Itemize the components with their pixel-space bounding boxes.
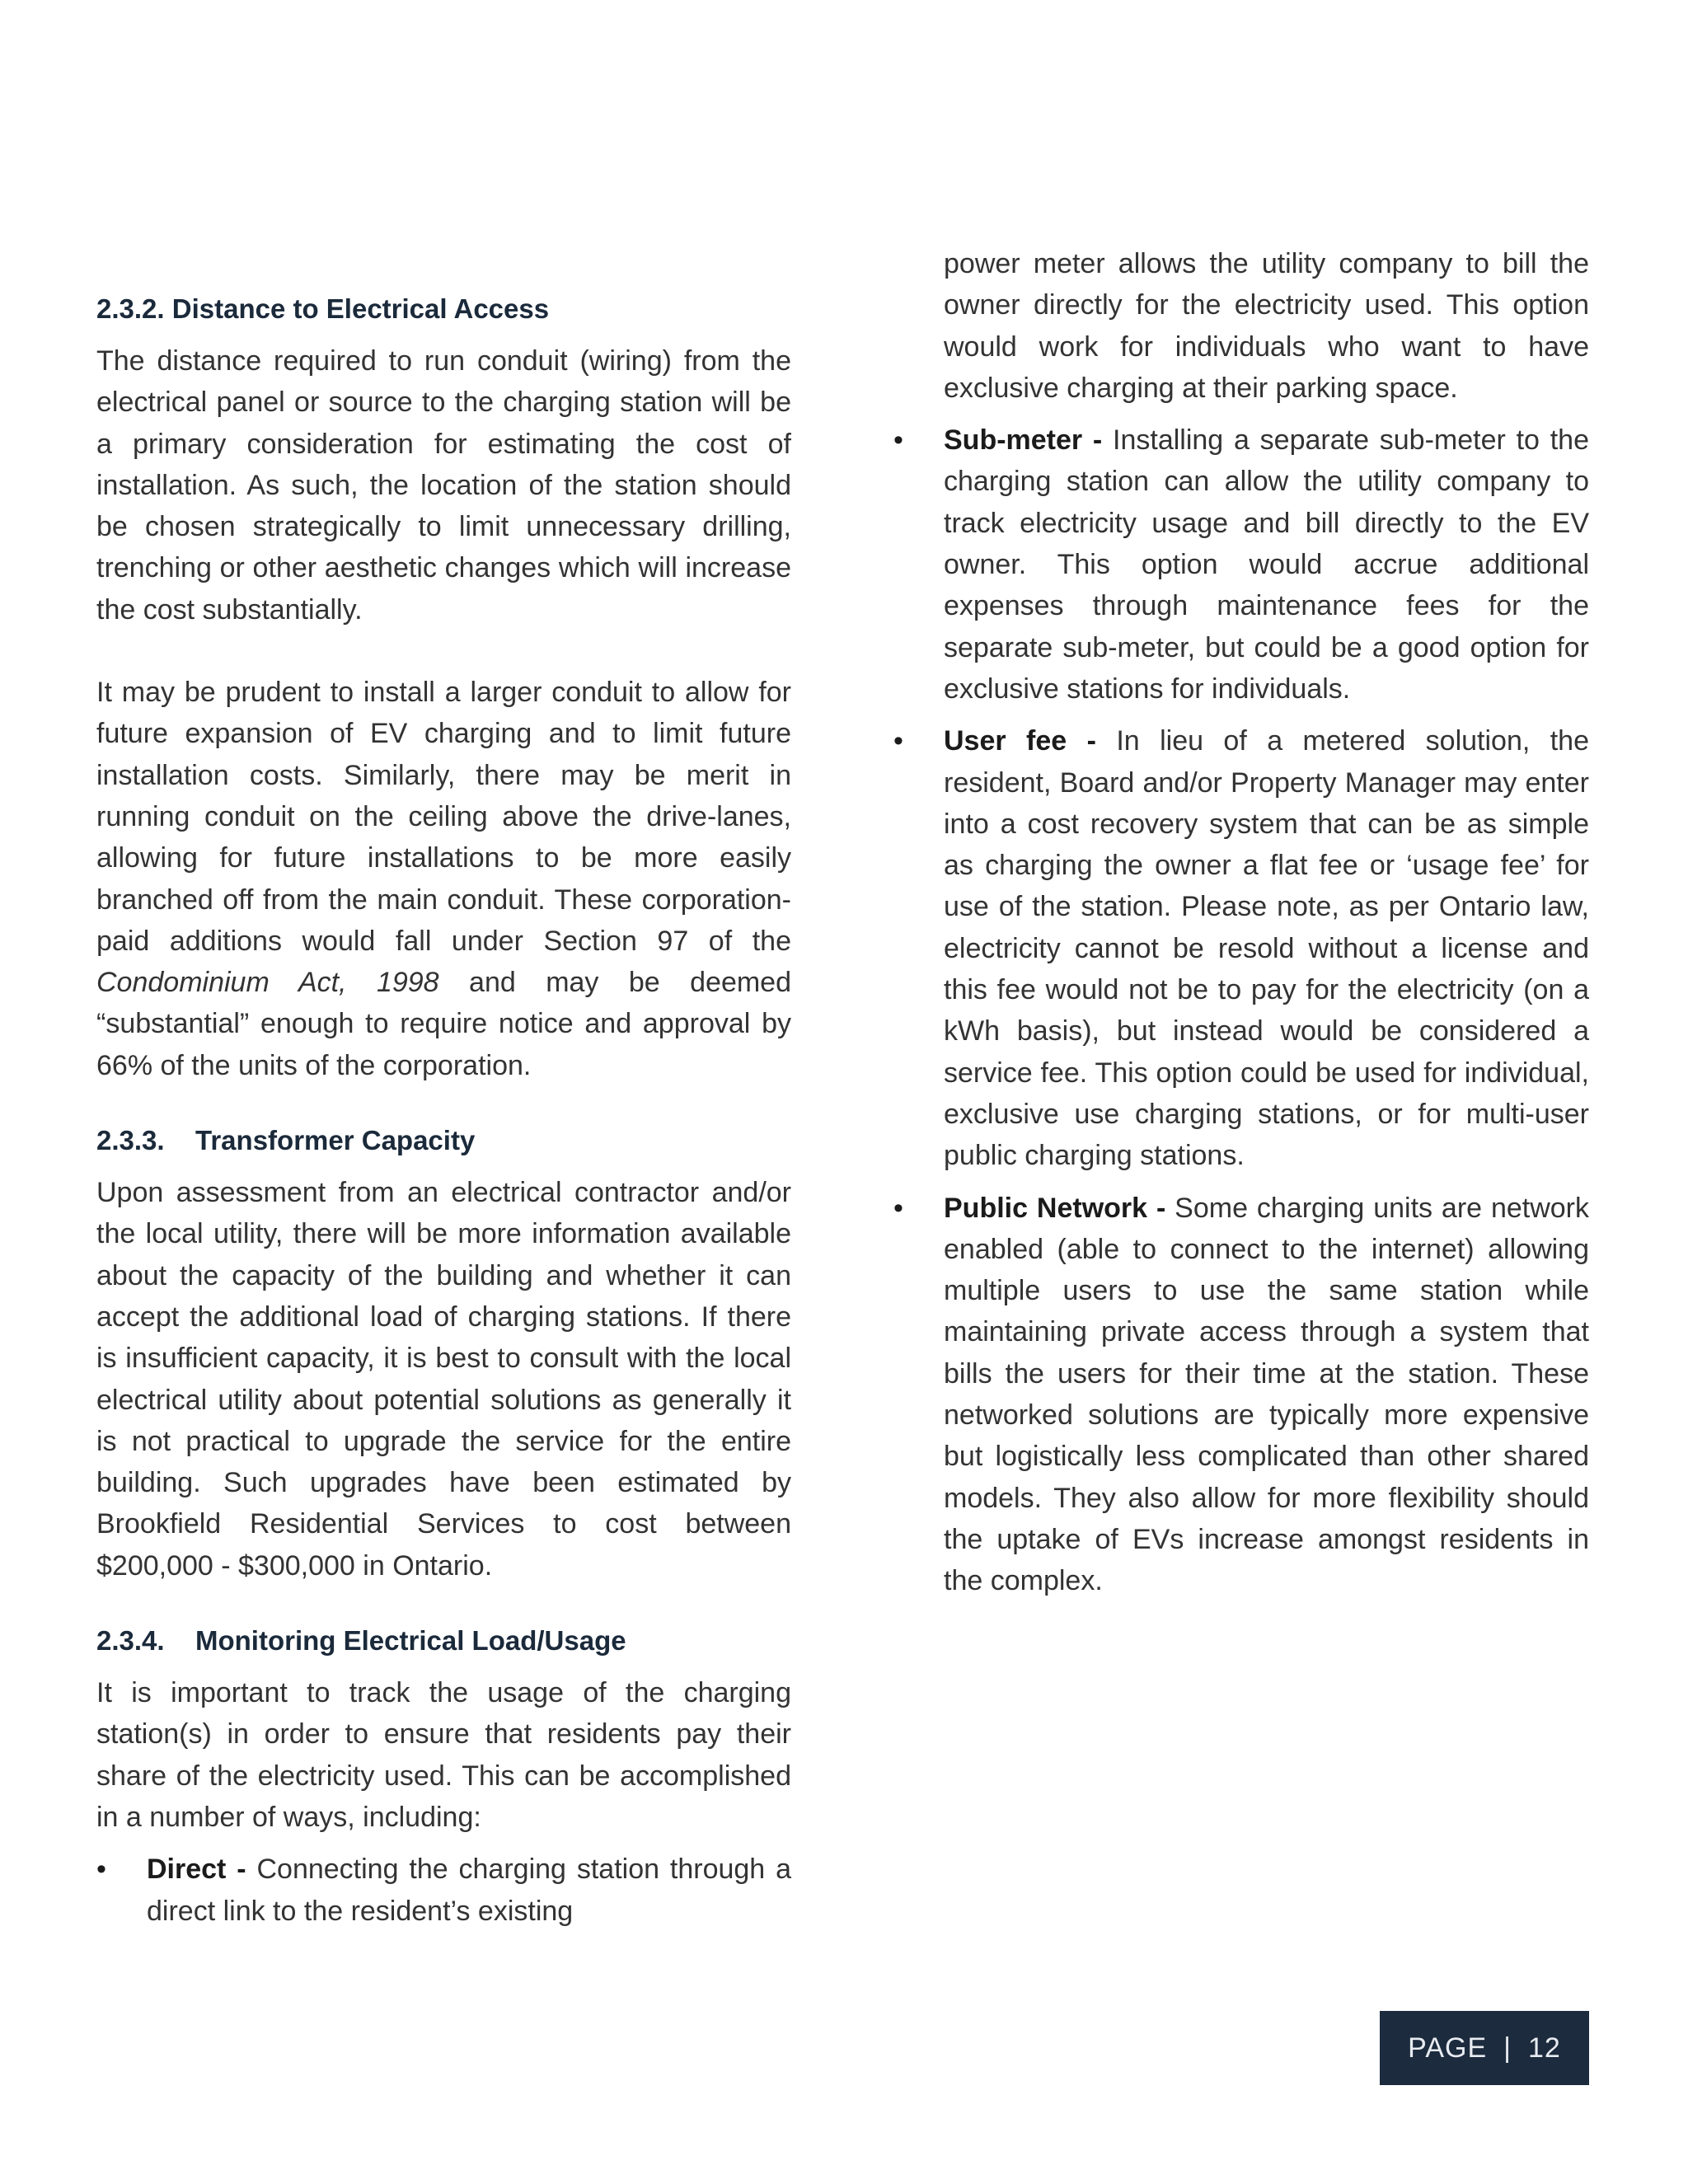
- section-gap: [96, 1586, 791, 1620]
- page-number: 12: [1527, 2032, 1561, 2064]
- bullet-user-fee: [893, 720, 1589, 1176]
- bullet-public-network: [893, 1188, 1589, 1602]
- bullet-sub-meter-term: Sub-meter -: [944, 424, 1103, 457]
- right-column: [893, 243, 1590, 1613]
- heading-2-3-4: [96, 1620, 791, 1661]
- bullet-direct-term: Direct -: [147, 1854, 246, 1886]
- heading-2-3-2-title: Distance to Electrical Access: [171, 293, 550, 324]
- bullet-user-fee-term: User fee -: [944, 725, 1096, 757]
- bullet-user-fee-text: In lieu of a metered solution, the resident, Board and/or Property Manager may enter into a cost recovery system that can be as simple as charging the owner a flat fee or ‘usage fee’ for use of the station. Please note, as per Ontario law, electricity cannot be resold without a license and this fee would not be to pay for the electricity (on a kWh basis), but instead would be considered a service fee. This option could be used for individual, exclusive use charging stations, or for multi-user public charging stations.: [944, 725, 1589, 1172]
- bullet-sub-meter-text: Installing a separate sub-meter to the charging station can allow the utility company to track electricity usage and bill directly to the EV owner. This option would accrue additional expenses through maintenance fees for the separate sub-meter, but could be a good option for exclusive stations for individuals.: [944, 424, 1589, 705]
- heading-2-3-2-number: 2.3.2.: [96, 293, 165, 324]
- paragraph-2-3-2-b-start: It may be prudent to install a larger conduit to allow for future expansion of EV charging and to limit future installation costs. Similarly, there may be merit in running conduit on the ceiling above the drive-lanes, allowing for future installations to be more easily branched off from the main conduit. These corporation-paid additions would fall under Section 97 of the: [96, 677, 791, 957]
- paragraph-2-3-4: It is important to track the usage of the charging station(s) in order to ensure that residents pay their share of the electricity used. This can be accomplished in a number of ways, including:: [96, 1677, 791, 1833]
- paragraph-2-3-2-b: [96, 672, 791, 1086]
- heading-2-3-4-title: Monitoring Electrical Load/Usage: [195, 1625, 626, 1657]
- bullet-direct-text: Connecting the charging station through a direct link to the resident’s existing: [147, 1854, 792, 1927]
- bullet-public-network-text: Some charging units are network enabled (able to connect to the internet) allowing multiple users to use the same station while maintaining private access through a system that bills the users for their time at the station. These networked solutions are typically more expensive but logistically less complicated than other shared models. They also allow for more flexibility should the uptake of EVs increase amongst residents in the complex.: [944, 1192, 1590, 1597]
- bullet-public-network-term: Public Network -: [944, 1192, 1166, 1224]
- bullet-dot: •: [893, 424, 903, 457]
- heading-2-3-4-number: 2.3.4.: [96, 1625, 165, 1657]
- paragraph-2-3-2-a: The distance required to run conduit (wiring) from the electrical panel or source to the charging station will be a primary consideration for estimating the cost of installation. As such, the location of the station should be chosen strategically to limit unnecessary drilling, trenching or other aesthetic changes which will increase the cost substantially.: [96, 345, 791, 626]
- bullet-direct-continued: power meter allows the utility company to bill the owner directly for the electricity used. This option would work for individuals who want to have exclusive charging at their parking space.: [944, 248, 1589, 404]
- paragraph-2-3-2-b-end: and may be deemed “substantial” enough to require notice and approval by 66% of the units of the corporation.: [96, 967, 791, 1081]
- heading-2-3-3: [96, 1120, 791, 1161]
- page-label: PAGE: [1408, 2032, 1488, 2064]
- bullet-dot: •: [893, 1192, 903, 1224]
- heading-2-3-3-number: 2.3.3.: [96, 1125, 165, 1156]
- bullet-dot: •: [96, 1854, 106, 1886]
- bullet-sub-meter: [893, 419, 1589, 710]
- act-citation: Condominium Act, 1998: [96, 967, 439, 999]
- page-separator: |: [1503, 2032, 1512, 2064]
- left-column: [96, 288, 791, 1943]
- bullet-direct: [96, 1849, 791, 1932]
- heading-2-3-2: [96, 288, 791, 330]
- heading-2-3-3-title: Transformer Capacity: [195, 1125, 476, 1156]
- section-gap: [96, 1086, 791, 1120]
- page-number-badge: [1380, 2011, 1589, 2085]
- paragraph-2-3-3: Upon assessment from an electrical contractor and/or the local utility, there will be more information available about the capacity of the building and whether it can accept the additional load of charging stations. If there is insufficient capacity, it is best to consult with the local electrical utility about potential solutions as generally it is not practical to upgrade the service for the entire building. Such upgrades have been estimated by Brookfield Residential Services to cost between $200,000 - $300,000 in Ontario.: [96, 1177, 791, 1582]
- paragraph-gap: [96, 630, 791, 672]
- bullet-dot: •: [893, 725, 903, 757]
